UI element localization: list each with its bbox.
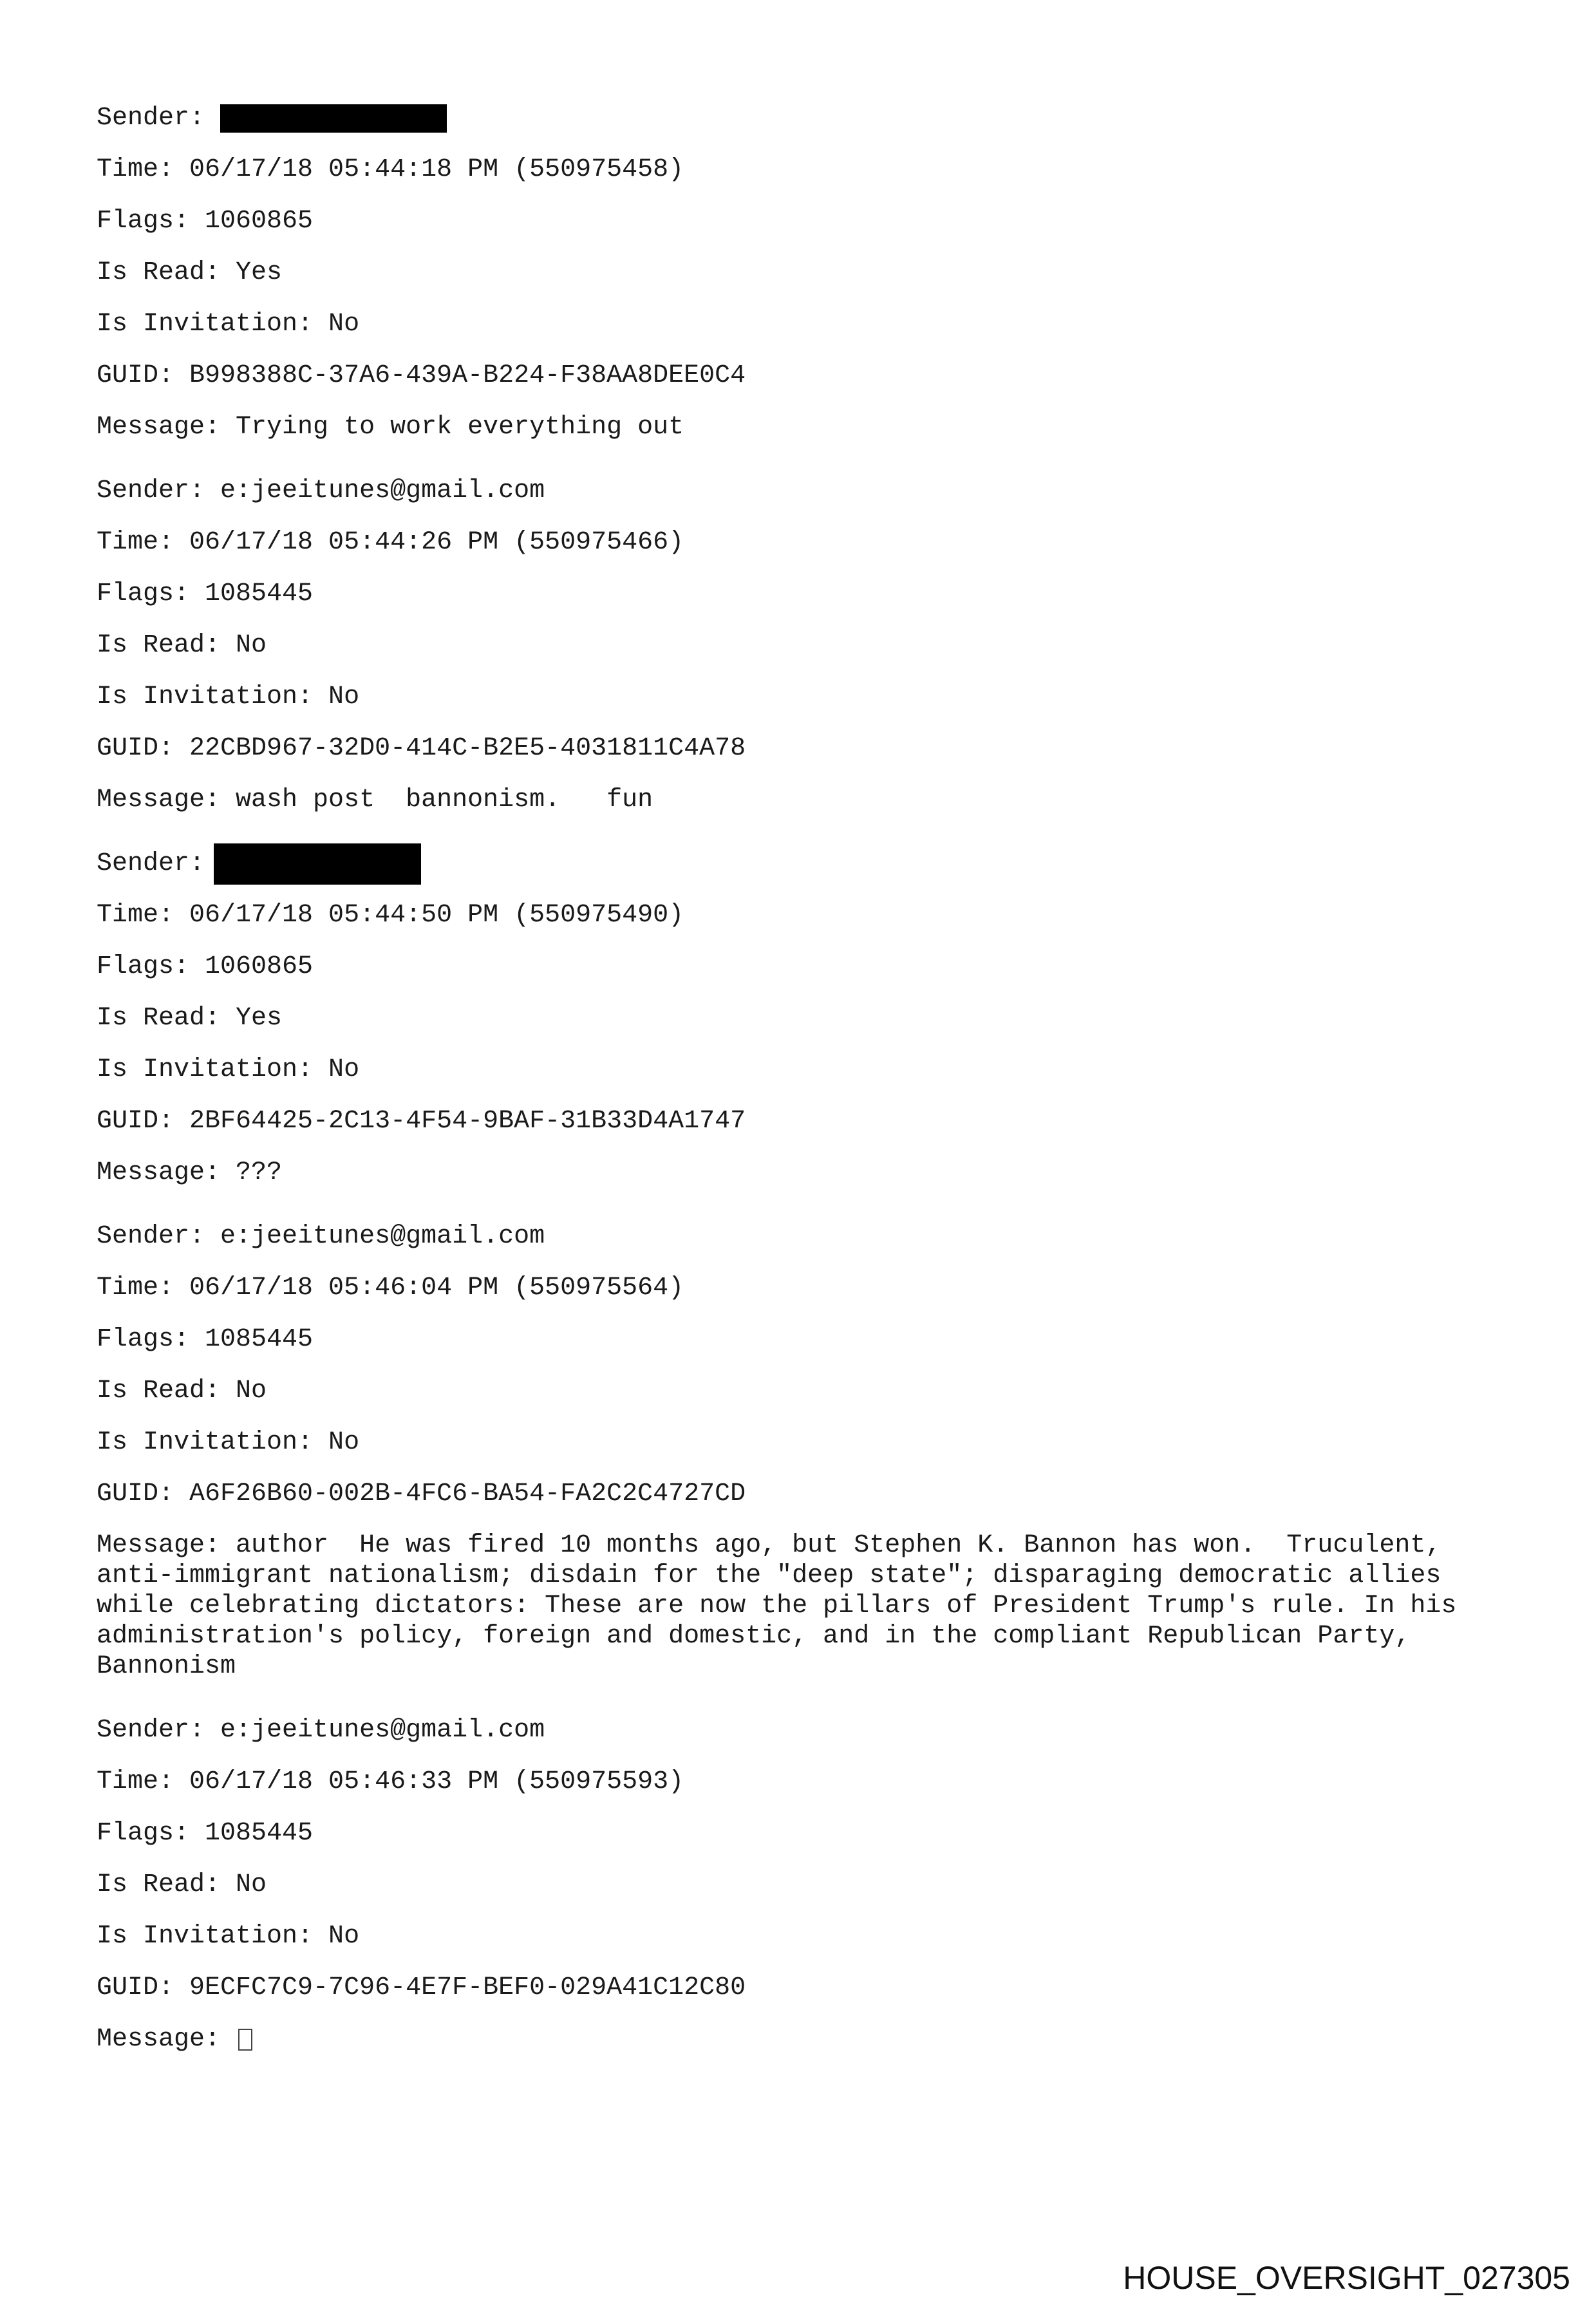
sender-line: [97, 476, 1513, 506]
guid-line: GUID: 2BF64425-2C13-4F54-9BAF-31B33D4A1747: [97, 1107, 746, 1136]
flags-line: Flags: 1060865: [97, 207, 314, 236]
guid-line: GUID: 9ECFC7C9-7C96-4E7F-BEF0-029A41C12C80: [97, 1973, 746, 2002]
is-read-line: Is Read: No: [97, 1870, 267, 1899]
is-invitation-line: Is Invitation: No: [97, 310, 360, 339]
message-line: [97, 2024, 1513, 2054]
sender-label: Sender:: [97, 1222, 205, 1251]
time-line: Time: 06/17/18 05:44:26 PM (550975466): [97, 528, 684, 557]
is-invitation-line: Is Invitation: No: [97, 682, 360, 711]
sender-line: [97, 103, 1513, 133]
is-read-line: Is Read: No: [97, 631, 267, 660]
is-read-line: Is Read: No: [97, 1377, 267, 1405]
is-invitation-line: Is Invitation: No: [97, 1428, 360, 1457]
time-line: Time: 06/17/18 05:46:33 PM (550975593): [97, 1767, 684, 1796]
sender-value: e:jeeitunes@gmail.com: [220, 1716, 545, 1745]
message-record: [97, 1221, 1513, 1682]
flags-line: Flags: 1085445: [97, 579, 314, 608]
message-record: [97, 103, 1513, 442]
sender-line: [97, 1715, 1513, 1745]
bates-number: HOUSE_OVERSIGHT_027305: [1123, 2260, 1570, 2296]
message-line: Message: author He was fired 10 months ago, but Stephen K. Bannon has won. Truculent, anti-immigrant nationalism; disdain for the "deep state"; disparaging democratic allies while celebrating dictators: These are now the pillars of President Trump's rule. In his administration's policy, foreign and domestic, and in the compliant Republican Party, Bannonism: [97, 1531, 1472, 1681]
guid-line: GUID: A6F26B60-002B-4FC6-BA54-FA2C2C4727CD: [97, 1480, 746, 1509]
sender-value: e:jeeitunes@gmail.com: [220, 1222, 545, 1251]
sender-line: [97, 1221, 1513, 1252]
flags-line: Flags: 1085445: [97, 1819, 314, 1848]
flags-line: Flags: 1060865: [97, 952, 314, 981]
is-read-line: Is Read: Yes: [97, 1004, 283, 1033]
message-record: [97, 476, 1513, 815]
is-invitation-line: Is Invitation: No: [97, 1055, 360, 1084]
message-text: Message:: [97, 2025, 236, 2054]
message-record: [97, 849, 1513, 1188]
redaction-box: [220, 104, 447, 133]
sender-value: e:jeeitunes@gmail.com: [220, 476, 545, 505]
sender-label: Sender:: [97, 849, 205, 878]
sender-label: Sender:: [97, 1716, 205, 1745]
sender-label: Sender:: [97, 104, 205, 133]
time-line: Time: 06/17/18 05:44:18 PM (550975458): [97, 155, 684, 184]
sender-line: [97, 849, 1513, 879]
is-invitation-line: Is Invitation: No: [97, 1922, 360, 1951]
guid-line: GUID: B998388C-37A6-439A-B224-F38AA8DEE0C4: [97, 361, 746, 390]
message-line: Message: ???: [97, 1158, 283, 1187]
redaction-box: [214, 843, 421, 885]
time-line: Time: 06/17/18 05:46:04 PM (550975564): [97, 1274, 684, 1302]
message-line: Message: wash post bannonism. fun: [97, 785, 653, 814]
flags-line: Flags: 1085445: [97, 1325, 314, 1354]
is-read-line: Is Read: Yes: [97, 258, 283, 287]
guid-line: GUID: 22CBD967-32D0-414C-B2E5-4031811C4A78: [97, 734, 746, 763]
message-line: Message: Trying to work everything out: [97, 413, 684, 442]
time-line: Time: 06/17/18 05:44:50 PM (550975490): [97, 901, 684, 930]
message-log: [97, 103, 1513, 2076]
sender-label: Sender:: [97, 476, 205, 505]
missing-glyph-icon: [238, 2029, 252, 2051]
message-record: [97, 1715, 1513, 2054]
